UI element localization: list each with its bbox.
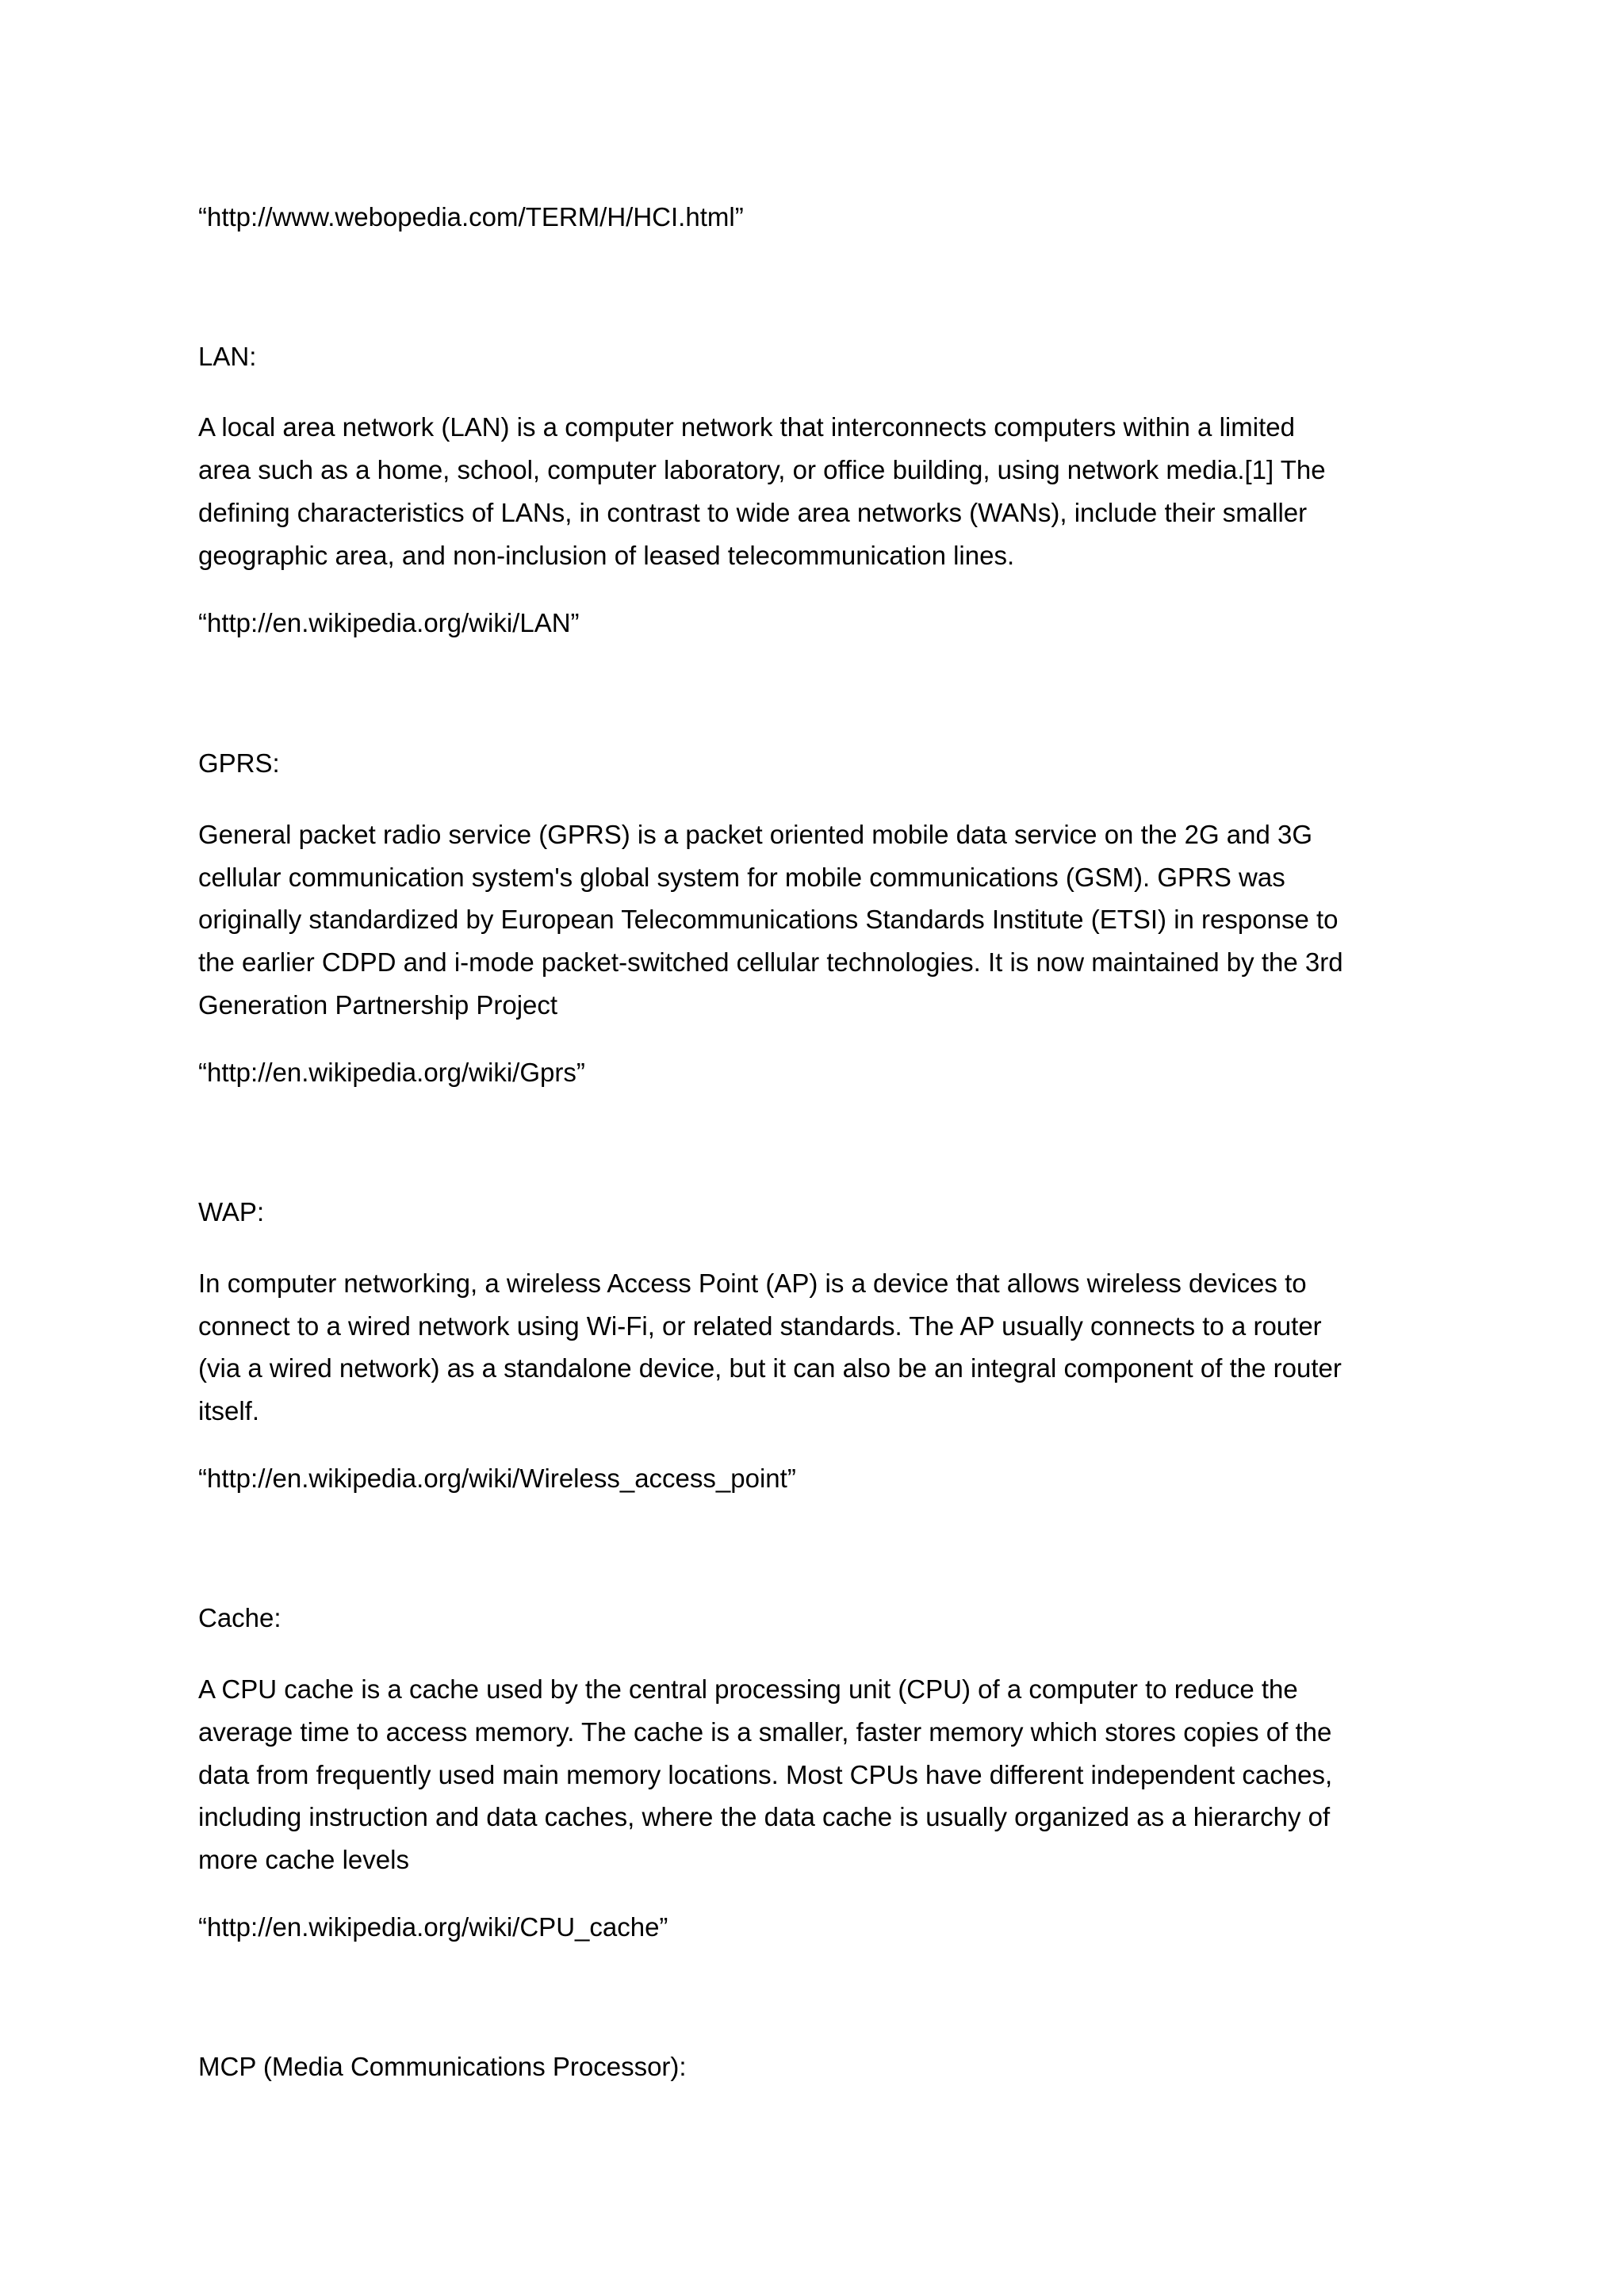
- body-line: Generation Partnership Project: [198, 990, 558, 1020]
- body-line: more cache levels: [198, 1845, 409, 1874]
- body-line: cellular communication system's global system for mobile communications (GSM). GPRS was: [198, 863, 1285, 892]
- section-heading-mcp: MCP (Media Communications Processor):: [198, 2052, 687, 2081]
- reference-url: “http://en.wikipedia.org/wiki/LAN”: [198, 608, 580, 637]
- body-line: (via a wired network) as a standalone device, but it can also be an integral component of the router: [198, 1353, 1342, 1383]
- body-line: defining characteristics of LANs, in contrast to wide area networks (WANs), include their smaller: [198, 498, 1308, 527]
- section-heading-gprs: GPRS:: [198, 748, 280, 778]
- body-line: General packet radio service (GPRS) is a packet oriented mobile data service on the 2G and 3G: [198, 820, 1313, 849]
- body-line: originally standardized by European Telecommunications Standards Institute (ETSI) in response to: [198, 905, 1339, 934]
- section-heading-cache: Cache:: [198, 1603, 282, 1632]
- section-heading-wap: WAP:: [198, 1197, 265, 1226]
- reference-url: “http://www.webopedia.com/TERM/H/HCI.html”: [198, 202, 744, 232]
- body-line: including instruction and data caches, where the data cache is usually organized as a hierarchy of: [198, 1802, 1331, 1831]
- body-line: connect to a wired network using Wi-Fi, or related standards. The AP usually connects to a router: [198, 1311, 1322, 1341]
- body-line: A CPU cache is a cache used by the central processing unit (CPU) of a computer to reduce the: [198, 1674, 1298, 1704]
- section-heading-lan: LAN:: [198, 342, 257, 371]
- body-line: geographic area, and non-inclusion of leased telecommunication lines.: [198, 541, 1015, 570]
- body-line: itself.: [198, 1396, 260, 1425]
- body-line: area such as a home, school, computer laboratory, or office building, using network media.[1] The: [198, 455, 1326, 484]
- body-line: A local area network (LAN) is a computer network that interconnects computers within a limited: [198, 412, 1295, 442]
- body-line: average time to access memory. The cache is a smaller, faster memory which stores copies of the: [198, 1717, 1332, 1747]
- body-line: data from frequently used main memory locations. Most CPUs have different independent caches,: [198, 1760, 1333, 1789]
- body-line: In computer networking, a wireless Access Point (AP) is a device that allows wireless devices to: [198, 1269, 1307, 1298]
- reference-url: “http://en.wikipedia.org/wiki/CPU_cache”: [198, 1912, 668, 1942]
- body-line: the earlier CDPD and i-mode packet-switched cellular technologies. It is now maintained by the 3rd: [198, 947, 1343, 977]
- reference-url: “http://en.wikipedia.org/wiki/Gprs”: [198, 1058, 585, 1087]
- reference-url: “http://en.wikipedia.org/wiki/Wireless_access_point”: [198, 1464, 796, 1493]
